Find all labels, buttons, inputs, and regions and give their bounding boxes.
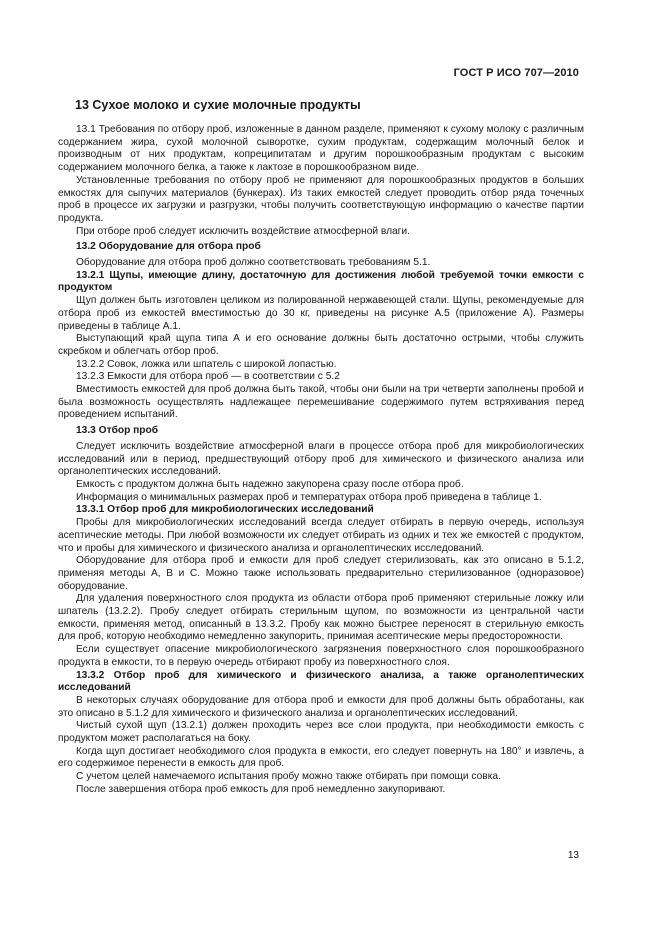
paragraph: Оборудование для отбора проб должно соответствовать требованиям 5.1. (76, 257, 431, 269)
subsection-heading-13-3-2: 13.3.2 Отбор проб для химического и физического анализа, а также органолептических исследований (58, 669, 584, 694)
paragraph-13-2-3: 13.2.3 Емкости для отбора проб — в соответствии с 5.2 (76, 371, 340, 383)
paragraph: Установленные требования по отбору проб не применяют для порошкообразных продуктов в больших емкостях для сыпучих материалов (бункерах). Из таких емкостей следует проводить отбор ряда точечных проб в процессе их загрузки и разгрузки, чтобы получить соответствующую информацию о качестве партии продукта. (58, 174, 584, 224)
paragraph: Щуп должен быть изготовлен целиком из полированной нержавеющей стали. Щупы, рекомендуемые для отбора проб из емкостей вместимостью до 30 кг, приведены на рисунке А.5 (приложение А). Размеры приведены в таблице А.1. (58, 295, 584, 332)
paragraph: Выступающий край щупа типа А и его основание должны быть достаточно острыми, чтобы служить скребком и облегчать отбор проб. (58, 333, 584, 357)
paragraph-13-2-2: 13.2.2 Совок, ложка или шпатель с широкой лопастью. (76, 358, 337, 370)
paragraph: Чистый сухой щуп (13.2.1) должен проходить через все слои продукта, при необходимости емкость с продуктом может располагаться на боку. (58, 720, 584, 745)
paragraph: С учетом целей намечаемого испытания пробу можно также отбирать при помощи совка. (76, 771, 501, 783)
page-number: 13 (567, 850, 579, 861)
paragraph: Следует исключить воздействие атмосферной влаги в процессе отбора проб для микробиологических исследований или в период, предшествующий отбору проб для химического и физического анализа или органолептических исследований. (58, 440, 584, 478)
subsection-heading-13-2-1: 13.2.1 Щупы, имеющие длину, достаточную для достижения любой требуемой точки емкости с продуктом (58, 269, 584, 294)
section-title: 13 Сухое молоко и сухие молочные продукты (75, 98, 361, 112)
body-text (58, 124, 584, 797)
paragraph: Когда щуп достигает необходимого слоя продукта в емкости, его следует повернуть на 180° и извлечь, а его содержимое перенести в емкость для проб. (58, 745, 584, 770)
standard-header: ГОСТ Р ИСО 707—2010 (453, 67, 579, 79)
paragraph: Если существует опасение микробиологического загрязнения поверхностного слоя порошкообразного продукта в емкости, то в первую очередь отбирают пробу из поверхностного слоя. (58, 644, 584, 668)
subsection-heading-13-3-1: 13.3.1 Отбор проб для микробиологических исследований (76, 504, 374, 516)
paragraph: После завершения отбора проб емкость для проб немедленно закупоривают. (76, 783, 446, 795)
paragraph: В некоторых случаях оборудование для отбора проб и емкости для проб должны быть обработаны, как это описано в 5.1.2 для химического и физического анализа и органолептических исследований. (58, 694, 584, 719)
paragraph: Оборудование для отбора проб и емкости для проб следует стерилизовать, как это описано в 5.1.2, применяя методы А, В и С. Можно также использовать предварительно стерилизованное (одноразовое) оборудование. (58, 555, 584, 592)
paragraph: Для удаления поверхностного слоя продукта из области отбора проб применяют стерильные ложку или шпатель (13.2.2). Пробу следует отбирать стерильным щупом, по возможности из центральной части емкости, применяя метод, описанный в 13.3.2. Пробу как можно быстрее переносят в стерильную емкость для проб, которую необходимо немедленно закупорить, принимая асептические меры предосторожности. (58, 593, 584, 643)
subsection-heading-13-2: 13.2 Оборудование для отбора проб (76, 241, 261, 253)
paragraph-13-1: 13.1 Требования по отбору проб, изложенные в данном разделе, применяют к сухому молоку с различным содержанием жира, сухой молочной сыворотке, сухим продуктам, содержащим молочный белок и производным от них продуктам, копреципитатам и другим порошкообразным продуктам с высоким содержанием молочного белка, а также к лактозе в порошкообразном виде. (58, 124, 584, 174)
paragraph: Пробы для микробиологических исследований всегда следует отбирать в первую очередь, используя асептические методы. При любой возможности их следует отбирать из одних и тех же емкостей с продуктом, что и пробы для химического и физического анализа и органолептических исследований. (58, 517, 584, 554)
paragraph: Информация о минимальных размерах проб и температурах отбора проб приведена в таблице 1. (76, 491, 542, 503)
paragraph: Емкость с продуктом должна быть надежно закупорена сразу после отбора проб. (76, 478, 464, 490)
subsection-heading-13-3: 13.3 Отбор проб (76, 425, 159, 437)
paragraph: Вместимость емкостей для проб должна быть такой, чтобы они были на три четверти заполнены пробой и была возможность осуществлять надлежащее перемешивание содержимого путем встряхивания перед проведением испытаний. (58, 384, 584, 421)
paragraph: При отборе проб следует исключить воздействие атмосферной влаги. (76, 225, 410, 237)
